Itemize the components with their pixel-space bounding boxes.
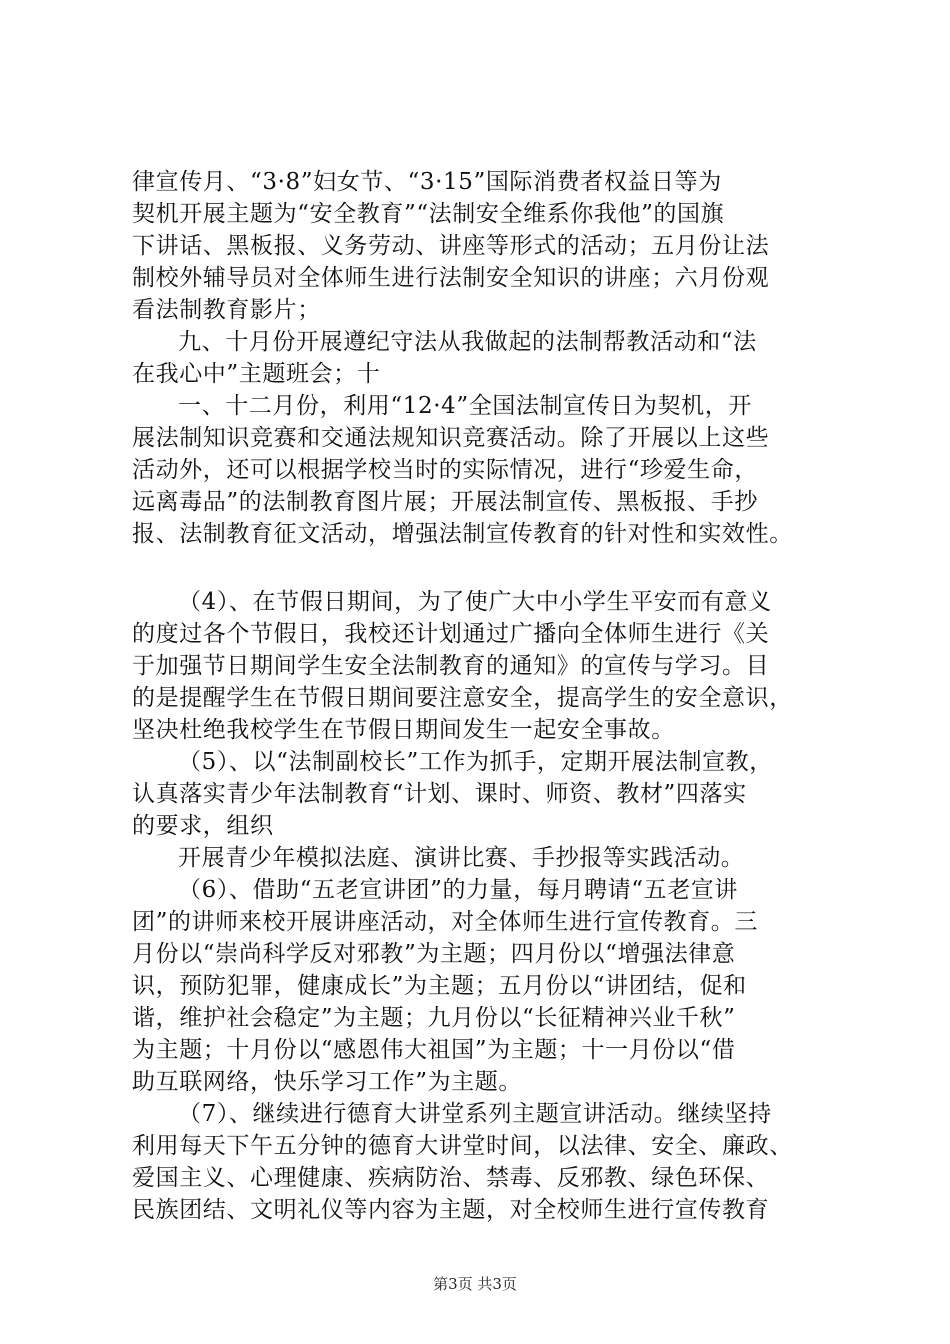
text-line: 律宣传月、“3·8”妇女节、“3·15”国际消费者权益日等为 bbox=[132, 169, 722, 195]
page-footer bbox=[0, 1274, 950, 1294]
paragraph-start-line: （7）、继续进行德育大讲堂系列主题宣讲活动。继续坚持 bbox=[178, 1101, 772, 1127]
text-line: 民族团结、文明礼仪等内容为主题，对全校师生进行宣传教育 bbox=[132, 1197, 770, 1223]
text-line: 识，预防犯罪，健康成长”为主题；五月份以“讲团结，促和 bbox=[132, 973, 747, 999]
text-line: 看法制教育影片； bbox=[132, 297, 321, 323]
text-line: 活动外，还可以根据学校当时的实际情况，进行“珍爱生命， bbox=[132, 457, 758, 483]
text-line: 展法制知识竞赛和交通法规知识竞赛活动。除了开展以上这些 bbox=[132, 425, 770, 451]
paragraph-start-line: （5）、以“法制副校长”工作为抓手，定期开展法制宣教， bbox=[178, 749, 773, 775]
text-line: 为主题；十月份以“感恩伟大祖国”为主题；十一月份以“借 bbox=[132, 1037, 736, 1063]
text-line: 报、法制教育征文活动，增强法制宣传教育的针对性和实效性。 bbox=[132, 521, 793, 547]
text-line: 于加强节日期间学生安全法制教育的通知》的宣传与学习。目 bbox=[132, 653, 770, 679]
text-line: 的要求，组织 bbox=[132, 813, 274, 839]
page-number-label: 第3页 共3页 bbox=[433, 1275, 517, 1293]
text-line: 谐，维护社会稳定”为主题；九月份以“长征精神兴业千秋” bbox=[132, 1005, 736, 1031]
text-line: 的是提醒学生在节假日期间要注意安全，提高学生的安全意识， bbox=[132, 685, 793, 711]
paragraph-start-line: （4）、在节假日期间，为了使广大中小学生平安而有意义 bbox=[178, 589, 772, 615]
paragraph-gap bbox=[132, 550, 832, 586]
text-line: 爱国主义、心理健康、疾病防治、禁毒、反邪教、绿色环保、 bbox=[132, 1165, 770, 1191]
paragraph-start-line: （6）、借助“五老宣讲团”的力量，每月聘请“五老宣讲 bbox=[178, 877, 739, 903]
text-line: 远离毒品”的法制教育图片展；开展法制宣传、黑板报、手抄 bbox=[132, 489, 758, 515]
text-line: 契机开展主题为“安全教育”“法制安全维系你我他”的国旗 bbox=[132, 201, 725, 227]
text-line: 助互联网络，快乐学习工作”为主题。 bbox=[132, 1069, 522, 1095]
text-line: 在我心中”主题班会；十 bbox=[132, 361, 381, 387]
paragraph-start-line: 一、十二月份，利用“12·4”全国法制宣传日为契机，开 bbox=[178, 393, 752, 419]
text-line: 团”的讲师来校开展讲座活动，对全体师生进行宣传教育。三 bbox=[132, 909, 758, 935]
paragraph-start-line: 九、十月份开展遵纪守法从我做起的法制帮教活动和“法 bbox=[178, 329, 757, 355]
text-line: 月份以“崇尚科学反对邪教”为主题；四月份以“增强法律意 bbox=[132, 941, 736, 967]
paragraph-start-line: 开展青少年模拟法庭、演讲比赛、手抄报等实践活动。 bbox=[178, 845, 745, 871]
text-line: 利用每天下午五分钟的德育大讲堂时间，以法律、安全、廉政、 bbox=[132, 1133, 793, 1159]
text-line: 下讲话、黑板报、义务劳动、讲座等形式的活动；五月份让法 bbox=[132, 233, 770, 259]
text-line: 认真落实青少年法制教育“计划、课时、师资、教材”四落实 bbox=[132, 781, 747, 807]
text-line: 坚决杜绝我校学生在节假日期间发生一起安全事故。 bbox=[132, 717, 675, 743]
text-line: 的度过各个节假日，我校还计划通过广播向全体师生进行《关 bbox=[132, 621, 770, 647]
document-body bbox=[132, 166, 832, 1226]
text-line: 制校外辅导员对全体师生进行法制安全知识的讲座；六月份观 bbox=[132, 265, 770, 291]
